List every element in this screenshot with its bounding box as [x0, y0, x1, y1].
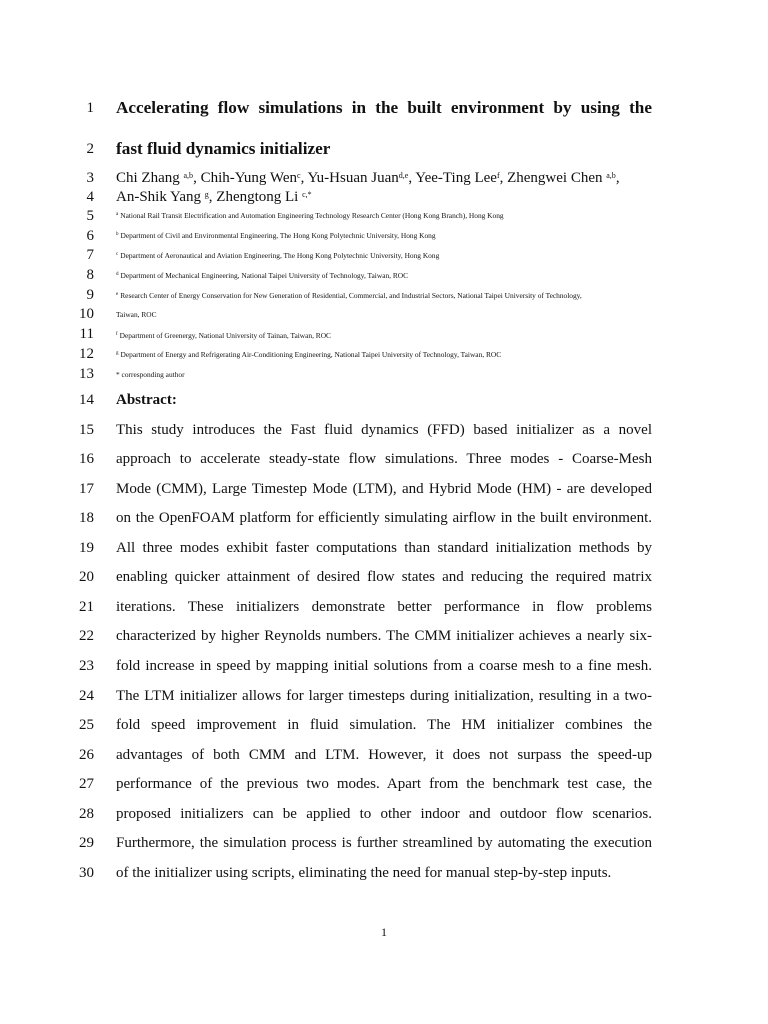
line-number: 16	[79, 451, 94, 467]
affiliation	[116, 290, 582, 302]
affiliation-text: Department of Greenergy, National University of Tainan, Taiwan, ROC	[119, 331, 331, 340]
abstract-heading: Abstract:	[116, 392, 177, 408]
author-list-line-1	[116, 168, 620, 188]
line-number: 22	[79, 628, 94, 644]
abstract-line: Furthermore, the simulation process is further streamlined by automating the execution	[116, 835, 652, 851]
line-number: 6	[86, 228, 94, 244]
line-number: 21	[79, 599, 94, 615]
line-number: 1	[86, 100, 94, 116]
affiliation-text: Research Center of Energy Conservation for New Generation of Residential, Commercial, and Industrial Sectors, National Taipei University of Technology,	[120, 291, 582, 300]
author-name: , Chih-Yung Wen	[193, 170, 297, 186]
affiliation	[116, 330, 331, 342]
abstract-line: This study introduces the Fast fluid dynamics (FFD) based initializer as a novel	[116, 422, 652, 438]
affiliation-mark: e	[116, 292, 119, 297]
affiliation-text: Department of Mechanical Engineering, National Taipei University of Technology, Taiwan, ROC	[120, 271, 409, 280]
abstract-line: approach to accelerate steady-state flow simulations. Three modes - Coarse-Mesh	[116, 451, 652, 467]
line-number: 2	[86, 141, 94, 157]
affiliation-text: Department of Civil and Environmental Engineering, The Hong Kong Polytechnic University, Hong Kong	[120, 231, 436, 240]
affiliation-mark: d	[116, 272, 119, 277]
line-number: 4	[86, 189, 94, 205]
abstract-line: fold speed improvement in fluid simulation. The HM initializer combines the	[116, 717, 652, 733]
abstract-line: performance of the previous two modes. Apart from the benchmark test case, the	[116, 776, 652, 792]
affiliation-mark: f	[116, 332, 118, 337]
author-affiliation-mark: c,*	[302, 190, 312, 199]
abstract-line: proposed initializers can be applied to other indoor and outdoor flow scenarios.	[116, 806, 652, 822]
affiliation	[116, 230, 436, 242]
affiliation	[116, 210, 504, 222]
affiliation-mark: b	[116, 232, 119, 237]
abstract-line: characterized by higher Reynolds numbers. The CMM initializer achieves a nearly six-	[116, 628, 652, 644]
line-number: 11	[79, 326, 94, 342]
line-number: 12	[79, 346, 94, 362]
line-number: 14	[79, 392, 94, 408]
abstract-line: on the OpenFOAM platform for efficiently simulating airflow in the built environment.	[116, 510, 652, 526]
author-affiliation-mark: g	[204, 190, 209, 199]
abstract-line: fold increase in speed by mapping initial solutions from a coarse mesh to a fine mesh.	[116, 658, 652, 674]
author-list-line-2	[116, 187, 312, 207]
affiliation-mark: g	[116, 351, 119, 356]
page-number: 1	[381, 925, 387, 939]
line-number: 13	[79, 366, 94, 382]
line-number: 8	[86, 267, 94, 283]
line-number: 10	[79, 306, 94, 322]
corresponding-author-note: * corresponding author	[116, 370, 185, 379]
author-name: , Yu-Hsuan Juan	[300, 170, 399, 186]
line-number: 5	[86, 208, 94, 224]
line-number: 9	[86, 287, 94, 303]
line-number: 18	[79, 510, 94, 526]
abstract-line: enabling quicker attainment of desired flow states and reducing the required matrix	[116, 569, 652, 585]
line-number: 28	[79, 806, 94, 822]
line-number: 30	[79, 865, 94, 881]
affiliation-mark: a	[116, 212, 119, 217]
abstract-line: advantages of both CMM and LTM. However, it does not surpass the speed-up	[116, 747, 652, 763]
line-number: 27	[79, 776, 94, 792]
abstract-line: iterations. These initializers demonstrate better performance in flow problems	[116, 599, 652, 615]
author-name: , Yee-Ting Lee	[408, 170, 497, 186]
line-number: 7	[86, 247, 94, 263]
line-number: 24	[79, 688, 94, 704]
affiliation	[116, 349, 501, 361]
abstract-line: of the initializer using scripts, eliminating the need for manual step-by-step inputs.	[116, 865, 612, 881]
affiliation-text: Department of Aeronautical and Aviation Engineering, The Hong Kong Polytechnic University, Hong Kong	[120, 251, 440, 260]
author-affiliation-mark: a,b	[183, 171, 194, 180]
affiliation-mark: c	[116, 252, 119, 257]
author-separator: ,	[615, 170, 620, 186]
author-name: An-Shik Yang	[116, 189, 205, 205]
line-number: 29	[79, 835, 94, 851]
author-affiliation-mark: f	[496, 171, 500, 180]
affiliation-text: National Rail Transit Electrification and Automation Engineering Technology Research Center (Hong Kong Branch), Hong Kong	[120, 211, 504, 220]
author-affiliation-mark: a,b	[606, 171, 616, 180]
line-number: 17	[79, 481, 94, 497]
author-name: , Zhengtong Li	[208, 189, 303, 205]
affiliation-continuation: Taiwan, ROC	[116, 310, 157, 319]
paper-title-line-2: fast fluid dynamics initializer	[116, 139, 331, 158]
affiliation	[116, 270, 408, 282]
paper-title-line-1: Accelerating flow simulations in the built environment by using the	[116, 98, 652, 117]
abstract-line: The LTM initializer allows for larger timesteps during initialization, resulting in a two-	[116, 688, 652, 704]
line-number: 23	[79, 658, 94, 674]
line-number: 15	[79, 422, 94, 438]
line-number: 20	[79, 569, 94, 585]
line-number: 25	[79, 717, 94, 733]
abstract-line: Mode (CMM), Large Timestep Mode (LTM), and Hybrid Mode (HM) - are developed	[116, 481, 652, 497]
affiliation-text: Department of Energy and Refrigerating Air-Conditioning Engineering, National Taipei University of Technology, Taiwan, ROC	[120, 350, 502, 359]
abstract-line: All three modes exhibit faster computations than standard initialization methods by	[116, 540, 652, 556]
author-affiliation-mark: c	[297, 171, 301, 180]
author-name: Chi Zhang	[116, 170, 184, 186]
affiliation	[116, 250, 439, 262]
line-number: 3	[86, 170, 94, 186]
line-number: 26	[79, 747, 94, 763]
author-name: , Zhengwei Chen	[499, 170, 607, 186]
line-number: 19	[79, 540, 94, 556]
author-affiliation-mark: d,e	[398, 171, 409, 180]
